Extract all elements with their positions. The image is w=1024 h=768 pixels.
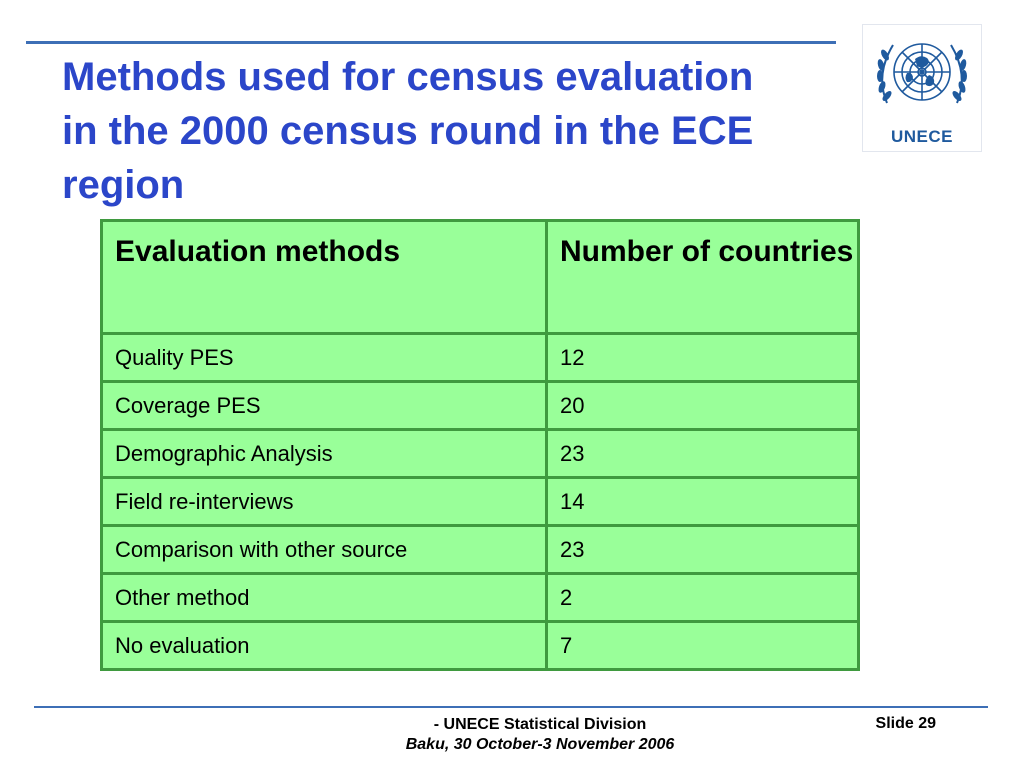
count-cell: 23: [547, 526, 859, 574]
count-cell: 23: [547, 430, 859, 478]
table-row: [102, 334, 859, 382]
title-line-2: in the 2000 census round in the ECE: [62, 109, 754, 153]
unece-logo: [862, 24, 982, 152]
slide-title: [62, 50, 862, 212]
top-rule: [26, 41, 836, 44]
title-line-1: Methods used for census evaluation: [62, 55, 754, 99]
method-cell: No evaluation: [102, 622, 547, 670]
count-cell: 7: [547, 622, 859, 670]
slide-number: Slide 29: [875, 715, 936, 732]
table-row: [102, 574, 859, 622]
table-row: [102, 382, 859, 430]
method-cell: Quality PES: [102, 334, 547, 382]
table-row: [102, 526, 859, 574]
bottom-rule: [34, 706, 988, 708]
method-cell: Other method: [102, 574, 547, 622]
table-header-row: [102, 221, 859, 334]
footer-event: Baku, 30 October-3 November 2006: [405, 736, 675, 753]
table-row: [102, 478, 859, 526]
logo-text: UNECE: [890, 127, 953, 146]
un-emblem-icon: [863, 25, 981, 125]
table-row: [102, 622, 859, 670]
method-cell: Coverage PES: [102, 382, 547, 430]
title-line-3: region: [62, 163, 185, 207]
count-cell: 14: [547, 478, 859, 526]
count-cell: 20: [547, 382, 859, 430]
footer-organization: - UNECE Statistical Division: [433, 716, 647, 733]
evaluation-methods-table: [100, 219, 860, 671]
footer: [340, 715, 740, 755]
column-header-countries: Number of countries: [547, 221, 859, 334]
method-cell: Demographic Analysis: [102, 430, 547, 478]
column-header-methods: Evaluation methods: [102, 221, 547, 334]
method-cell: Comparison with other source: [102, 526, 547, 574]
count-cell: 2: [547, 574, 859, 622]
count-cell: 12: [547, 334, 859, 382]
method-cell: Field re-interviews: [102, 478, 547, 526]
table-row: [102, 430, 859, 478]
